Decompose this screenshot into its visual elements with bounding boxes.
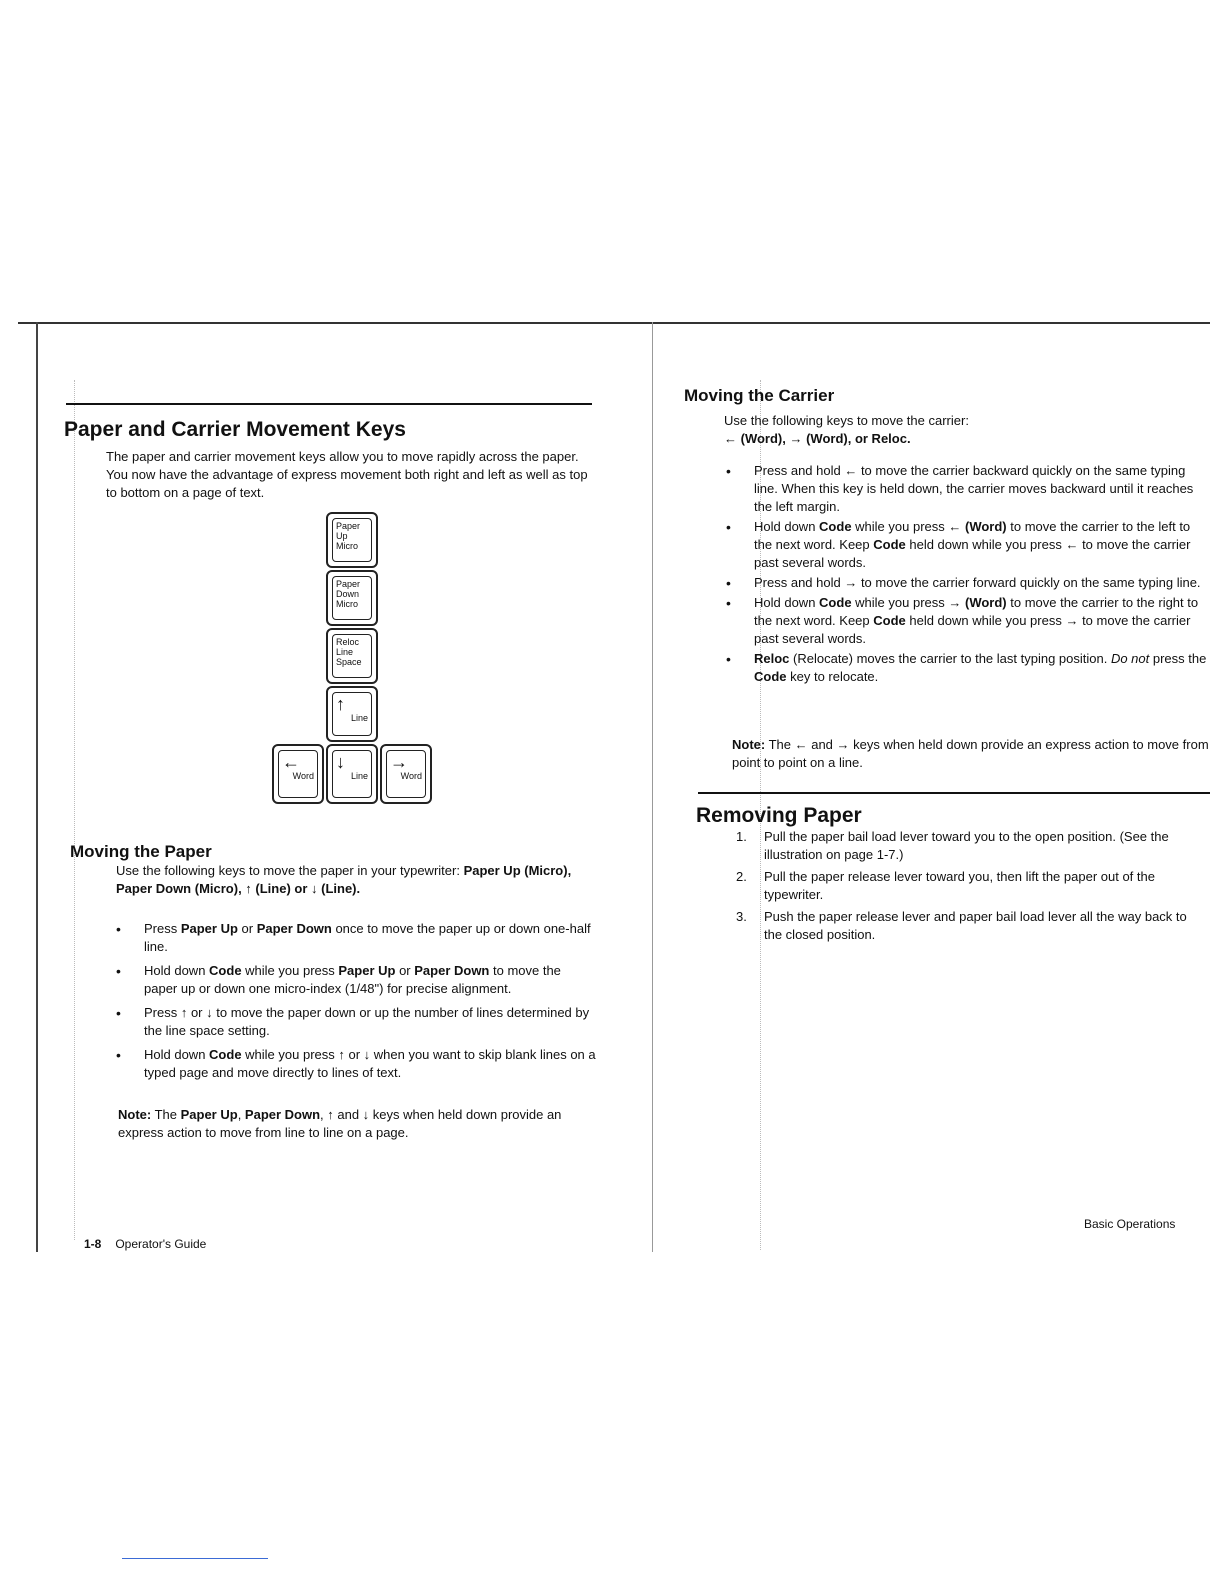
- bullet-key: Code: [819, 519, 852, 534]
- bullet-text: Press and hold → to move the carrier forward quickly on the same typing line.: [754, 575, 1201, 590]
- word-left-key-label: Word: [292, 771, 314, 781]
- bullet-key: Code: [209, 1047, 242, 1062]
- removing-paper-steps: [736, 828, 1208, 944]
- line-down-key: [326, 744, 378, 804]
- bullet-text: Press ↑ or ↓ to move the paper down or up the number of lines determined by the line space setting.: [144, 1005, 590, 1038]
- list-item: [726, 462, 1210, 516]
- moving-paper-intro-keys: Paper Up (Micro), Paper Down (Micro), ↑ (Line) or ↓ (Line).: [116, 863, 572, 896]
- paper-up-key: [326, 512, 378, 568]
- bullet-text: key to relocate.: [786, 669, 879, 684]
- bullet-key: Reloc: [754, 651, 790, 666]
- bullet-text: or: [237, 921, 257, 936]
- bullet-key: Code: [819, 595, 852, 610]
- right-arrow-icon: →: [390, 752, 408, 772]
- paper-up-key-label-3: Micro: [336, 541, 358, 551]
- bullet-text: Hold down: [144, 963, 210, 978]
- section-intro: The paper and carrier movement keys allow you to move rapidly across the paper. You now have the advantage of express movement both right and left as well as top to bottom on a page of text.: [106, 449, 588, 500]
- line-down-key-label: Line: [350, 771, 368, 781]
- bullet-key: Code: [873, 537, 906, 552]
- moving-carrier-intro: [724, 412, 1204, 448]
- word-right-key-label: Word: [400, 771, 422, 781]
- bullet-key: Paper Up: [338, 963, 396, 978]
- bullet-key: (Word): [964, 519, 1007, 534]
- list-item: [736, 868, 1208, 904]
- left-page-edge: [36, 322, 38, 1252]
- list-item: [116, 962, 596, 998]
- moving-paper-note: [118, 1106, 588, 1142]
- moving-paper-bullets: [116, 920, 596, 1082]
- section-rule-left: [66, 403, 592, 405]
- bullet-text: Hold down: [754, 595, 820, 610]
- bullet-text: or: [395, 963, 415, 978]
- word-right-key: [380, 744, 432, 804]
- moving-carrier-intro-keys: ← (Word), → (Word), or Reloc.: [724, 431, 911, 446]
- bullet-key: Code: [209, 963, 242, 978]
- list-item: [736, 908, 1208, 944]
- step-number: 2.: [736, 869, 747, 884]
- line-up-key-label: Line: [350, 713, 368, 723]
- note-text: , ↑ and ↓ keys when held down provide an express action to move from line to line on a page.: [118, 1107, 562, 1140]
- step-number: 1.: [736, 829, 747, 844]
- bullet-text: Press and hold ← to move the carrier backward quickly on the same typing line. When this key is held down, the carrier moves backward until it reaches the left margin.: [754, 463, 1194, 514]
- note-key: Paper Down: [244, 1107, 321, 1122]
- bullet-text: while you press ←: [851, 519, 965, 534]
- bullet-key: Code: [873, 613, 906, 628]
- paper-up-key-label-2: Up: [336, 531, 348, 541]
- list-item: [726, 574, 1210, 592]
- note-text: ,: [237, 1107, 245, 1122]
- paper-down-key: [326, 570, 378, 626]
- left-footer: [84, 1237, 206, 1251]
- reloc-key-label-2: Line: [336, 647, 354, 657]
- note-text: The: [151, 1107, 181, 1122]
- moving-paper-intro-text: Use the following keys to move the paper in your typewriter:: [116, 863, 464, 878]
- up-arrow-icon: ↑: [336, 694, 345, 714]
- note-text: The ← and → keys when held down provide an express action to move from point to point on a line.: [732, 737, 1209, 770]
- bullet-text: to move the paper up or down one micro-index (1/48") for precise alignment.: [144, 963, 561, 996]
- right-footer: Basic Operations: [1084, 1217, 1176, 1231]
- bullet-text: to move the carrier to the right to the next word. Keep: [754, 595, 1199, 628]
- bullet-text: while you press ↑ or ↓ when you want to skip blank lines on a typed page and move directly to lines of text.: [144, 1047, 596, 1080]
- footer-title: Operator's Guide: [115, 1237, 207, 1251]
- bullet-text: held down while you press ← to move the carrier past several words.: [754, 537, 1191, 570]
- center-gutter: [652, 322, 653, 1252]
- moving-carrier-title: Moving the Carrier: [684, 386, 835, 405]
- down-arrow-icon: ↓: [336, 752, 345, 772]
- bullet-text: Hold down: [144, 1047, 210, 1062]
- top-border-rule: [18, 322, 1210, 324]
- bullet-key: Paper Up: [180, 921, 238, 936]
- removing-paper-title: Removing Paper: [696, 804, 862, 827]
- movement-keys-illustration: [270, 512, 450, 812]
- step-text: Pull the paper release lever toward you, then lift the paper out of the typewriter.: [764, 869, 1155, 902]
- paper-down-key-label-1: Paper: [336, 579, 361, 589]
- bullet-text: while you press: [241, 963, 339, 978]
- bullet-key: Paper Down: [256, 921, 332, 936]
- moving-carrier-bullets: [726, 462, 1210, 686]
- list-item: [726, 650, 1210, 686]
- page-number: 1-8: [84, 1237, 102, 1251]
- bullet-text: press the: [1149, 651, 1207, 666]
- reloc-key: [326, 628, 378, 684]
- bullet-key: Code: [754, 669, 787, 684]
- section-rule-right: [698, 792, 1210, 794]
- step-text: Push the paper release lever and paper bail load lever all the way back to the closed position.: [764, 909, 1187, 942]
- moving-paper-intro: [116, 862, 596, 898]
- bullet-text: Hold down: [754, 519, 820, 534]
- list-item: [726, 518, 1210, 572]
- bullet-text: Press: [144, 921, 181, 936]
- step-number: 3.: [736, 909, 747, 924]
- margin-dots-left: [74, 380, 75, 1240]
- list-item: [116, 1004, 596, 1040]
- note-label: Note:: [118, 1107, 152, 1122]
- bullet-text: (Relocate) moves the carrier to the last typing position.: [789, 651, 1111, 666]
- note-key: Paper Up: [180, 1107, 238, 1122]
- bullet-key: (Word): [964, 595, 1007, 610]
- list-item: [736, 828, 1208, 864]
- note-label: Note:: [732, 737, 766, 752]
- section-title: Paper and Carrier Movement Keys: [64, 418, 406, 441]
- paper-down-key-label-2: Down: [336, 589, 360, 599]
- step-text: Pull the paper bail load lever toward you to the open position. (See the illustration on page 1-7.): [764, 829, 1169, 862]
- bullet-text: to move the carrier to the left to the next word. Keep: [754, 519, 1191, 552]
- paper-down-key-label-3: Micro: [336, 599, 358, 609]
- bullet-emphasis: Do not: [1110, 651, 1150, 666]
- line-up-key: [326, 686, 378, 742]
- reloc-key-label-3: Space: [336, 657, 362, 667]
- left-arrow-icon: ←: [282, 752, 300, 772]
- bullet-key: Paper Down: [414, 963, 490, 978]
- moving-paper-title: Moving the Paper: [70, 842, 212, 861]
- bullet-text: while you press →: [851, 595, 965, 610]
- reloc-key-label-1: Reloc: [336, 637, 360, 647]
- word-left-key: [272, 744, 324, 804]
- paper-up-key-label-1: Paper: [336, 521, 361, 531]
- moving-carrier-note: [732, 736, 1210, 772]
- list-item: [726, 594, 1210, 648]
- list-item: [116, 1046, 596, 1082]
- bottom-blue-line: [122, 1558, 268, 1559]
- bullet-text: once to move the paper up or down one-half line.: [144, 921, 591, 954]
- moving-carrier-intro-text: Use the following keys to move the carrier:: [724, 413, 969, 428]
- list-item: [116, 920, 596, 956]
- bullet-text: held down while you press → to move the carrier past several words.: [754, 613, 1191, 646]
